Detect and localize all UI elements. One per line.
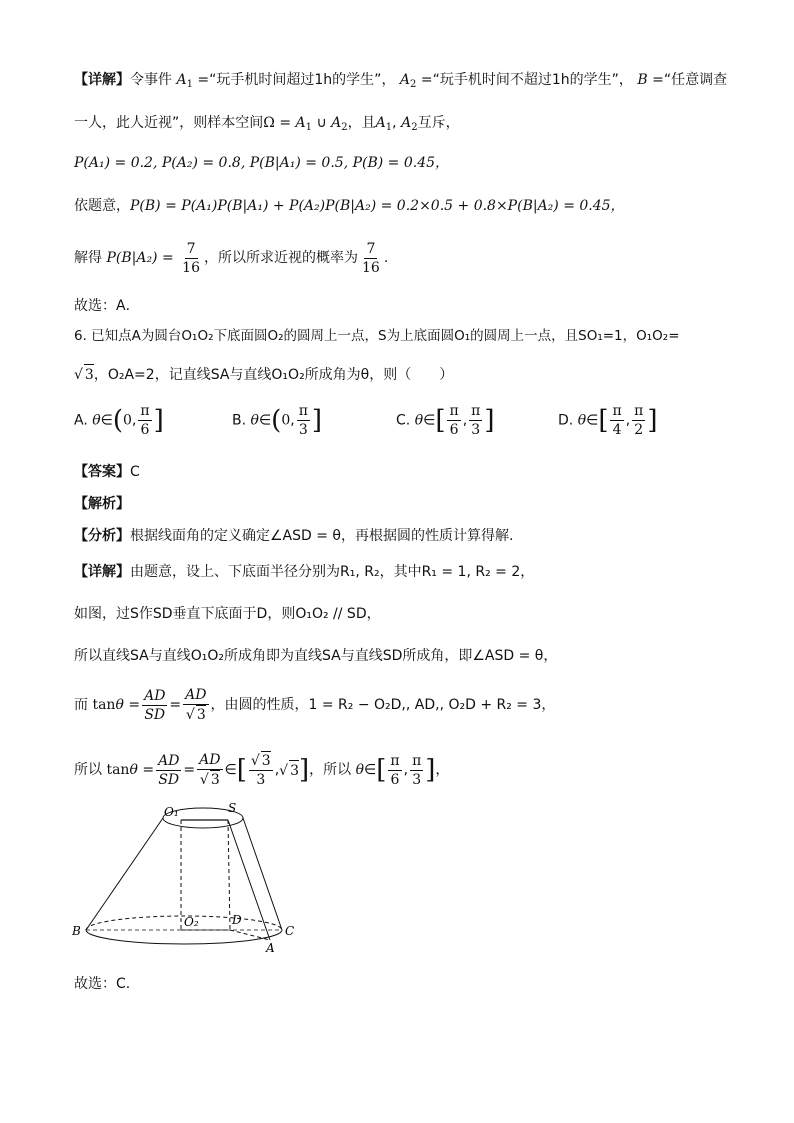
label-d: D xyxy=(232,913,242,927)
detail2-line4: 而 tan θ = $\frac{AD}{SD}$ = $\frac{AD}{√ 3}$ ，由圆的性质，1 = R₂ − O₂D,, AD,, O₂D + R₂ = 3， xyxy=(74,687,556,723)
detail1-line5: 解得 P(B|A₂) = $\frac{7}{16}$ ，所以所求近视的概率为 $\frac{7}{16}$ . xyxy=(74,240,389,276)
detail1-line4: 依题意，P(B) = P(A₁)P(B|A₁) + P(A₂)P(B|A₂) = 0.2×0.5 + 0.8×P(B|A₂) = 0.45， xyxy=(74,198,625,214)
detail-tag: 【详解】 xyxy=(74,72,130,88)
answer-value: C xyxy=(130,464,140,480)
detail2-line2: 如图，过S作SD垂直下底面于D，则O₁O₂ // SD， xyxy=(74,606,381,622)
detail2-choice: 故选：C. xyxy=(74,976,131,992)
answer-tag: 【答案】 xyxy=(74,464,130,480)
option-a[interactable]: A. θ∈(0, $\frac{\pi}{6}$ ] xyxy=(74,403,164,438)
fenxi-line: 【分析】根据线面角的定义确定∠ASD = θ，再根据圆的性质计算得解. xyxy=(74,528,514,544)
label-c: C xyxy=(285,924,295,938)
segment-sd xyxy=(228,820,230,930)
analysis-line xyxy=(74,494,754,514)
detail1-line3: P(A₁) = 0.2, P(A₂) = 0.8, P(B|A₁) = 0.5, P(B) = 0.45， xyxy=(74,155,450,171)
segment-da xyxy=(230,930,270,940)
detail2-line5: 所以 tan θ = $\frac{AD}{SD}$ = $\frac{AD}{√ 3}$ ∈ [ $\frac{√ 3}{3}$ , √ 3 ] ，所以 θ ∈ [ $\frac{\pi}{6}$ , $\frac{\pi}{3}$ ] ， xyxy=(74,752,450,788)
label-o1: O₁ xyxy=(164,805,179,819)
option-b[interactable]: B. θ∈(0, $\frac{\pi}{3}$ ] xyxy=(232,403,323,438)
label-a: A xyxy=(266,941,275,955)
label-o2: O₂ xyxy=(184,915,199,929)
q6-options xyxy=(74,402,754,446)
frustum-figure xyxy=(60,800,310,960)
bottom-base-front xyxy=(86,930,282,944)
analysis-tag: 【解析】 xyxy=(74,496,130,512)
q6-stem-line1: 6. 已知点A为圆台O₁O₂下底面圆O₂的圆周上一点，S为上底面圆O₁的圆周上一点，且SO₁=1，O₁O₂= xyxy=(74,328,680,344)
option-c[interactable]: C. θ∈[ $\frac{\pi}{6}$ , $\frac{\pi}{3}$ ] xyxy=(396,403,495,438)
detail1-line1: 【详解】令事件 $A_1$ =“玩手机时间超过1h的学生”， $A_2$ =“玩手机时间不超过1h的学生”， B =“任意调查 xyxy=(74,72,728,90)
label-s: S xyxy=(228,801,237,815)
answer-line xyxy=(74,462,754,482)
detail2-line1: 【详解】由题意，设上、下底面半径分别为R₁, R₂，其中R₁ = 1, R₂ = 2， xyxy=(74,564,535,580)
side-right xyxy=(243,818,282,930)
q6-stem-line2: √ 3，O₂A=2，记直线SA与直线O₁O₂所成角为θ，则（ ） xyxy=(74,364,754,385)
fraction: $\frac{7}{16}$ xyxy=(361,240,380,276)
side-left xyxy=(86,818,163,930)
fraction: $\frac{7}{16}$ xyxy=(182,240,200,276)
option-d[interactable]: D. θ∈[ $\frac{\pi}{4}$ , $\frac{\pi}{2}$ ] xyxy=(558,403,658,438)
detail1-line2: 一人，此人近视”，则样本空间$\Omega = A_1$ ∪ $A_2$，且$A_1$, $A_2$互斥， xyxy=(74,115,460,133)
detail2-line3: 所以直线SA与直线O₁O₂所成角即为直线SA与直线SD所成角，即∠ASD = θ， xyxy=(74,648,558,664)
label-b: B xyxy=(72,924,81,938)
detail1-choice: 故选：A． xyxy=(74,298,140,314)
